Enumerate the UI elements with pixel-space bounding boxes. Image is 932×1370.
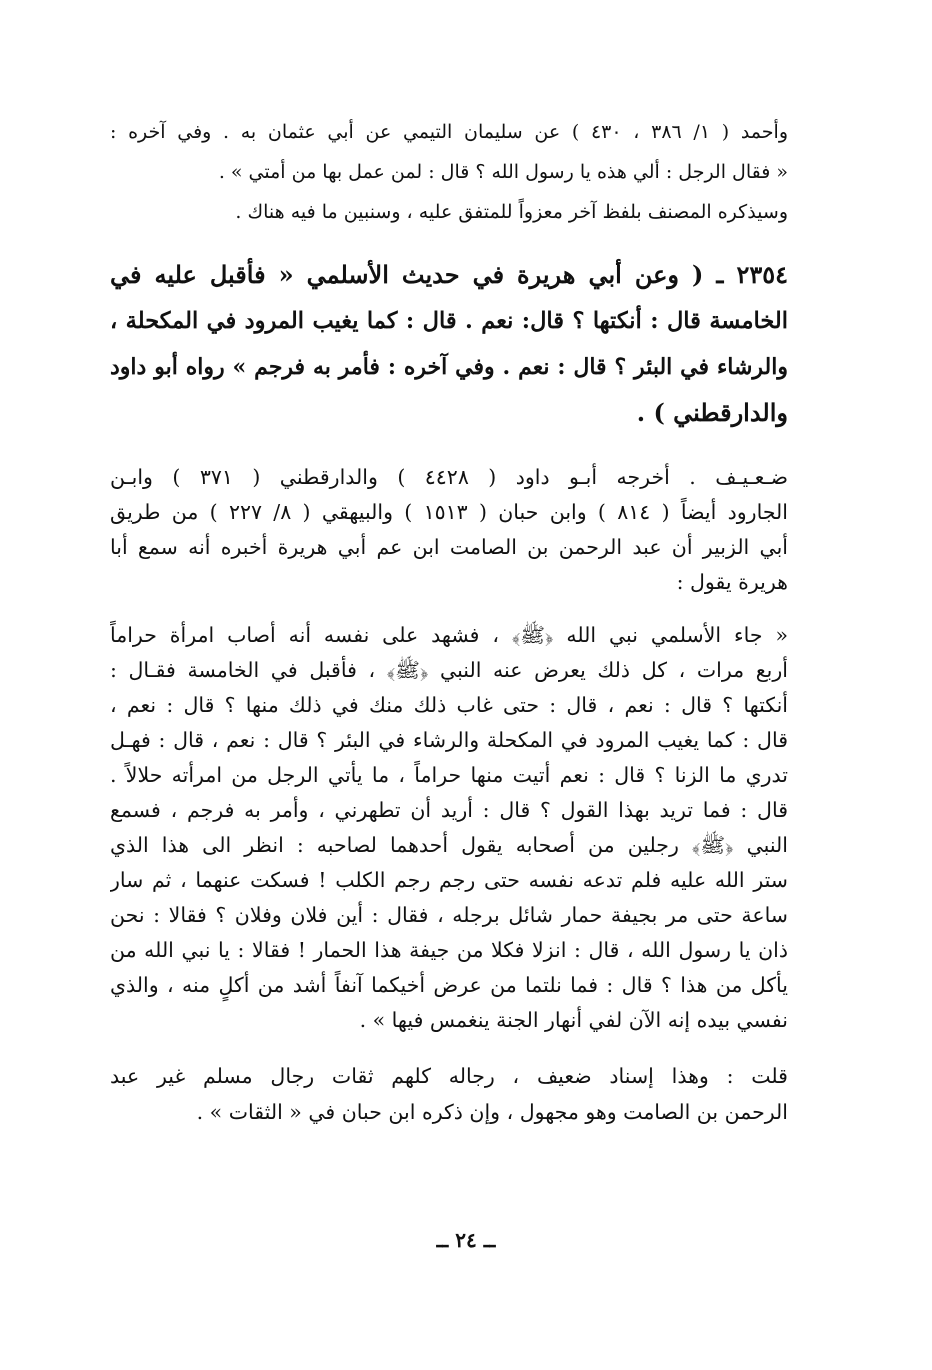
conclusion-line: قلت : وهذا إسناد ضعيف ، رجاله كلهم ثقات رجال مسلم غير عبد xyxy=(110,1064,788,1088)
conclusion-line: الرحمن بن الصامت وهو مجهول ، وإن ذكره ابن حبان في « الثقات » . xyxy=(196,1100,788,1124)
intro-line: « فقال الرجل : ألي هذه يا رسول الله ؟ قال : لمن عمل بها من أمتي » . xyxy=(218,161,788,183)
quote-line: « جاء الأسلمي نبي الله ﴿ﷺ﴾ ، فشهد على نفسه أنه أصاب امرأة حراماً xyxy=(110,623,788,647)
quote-line: ستر الله عليه فلم تدعه نفسه حتى رجم رجم الكلب ! فسكت عنهما ، ثم سار xyxy=(110,868,788,892)
intro-line: وأحمد ( ١/ ٣٨٦ ، ٤٣٠ ) عن سليمان التيمي عن أبي عثمان به . وفي آخره : xyxy=(110,121,788,143)
quote-line: يأكل من هذا ؟ قال : فما نلتما من عرض أخيكما آنفاً أشد من أكلٍ منه ، والذي xyxy=(110,973,788,997)
quote-line: نفسي بيده إنه الآن لفي أنهار الجنة ينغمس فيها » . xyxy=(359,1008,788,1032)
quote-line: ساعة حتى مر بجيفة حمار شائل برجله ، فقال : أين فلان وفلان ؟ فقالا : نحن xyxy=(110,903,788,927)
takhrij-line: ضـعـيـف . أخرجه أبـو داود ( ٤٤٢٨ ) والدارقطني ( ٣٧١ ) وابـن xyxy=(110,465,788,489)
page-number: ــ ٢٤ ــ xyxy=(436,1228,496,1252)
narration-quote xyxy=(110,618,788,1038)
quote-line: ذان يا رسول الله ، قال : انزلا فكلا من جيفة هذا الحمار ! فقالا : يا نبي الله من xyxy=(110,938,788,962)
hadith-line: والرشاء في البئر ؟ قال : نعم . وفي آخره : فأمر به فرجم » رواه أبو داود xyxy=(110,354,788,380)
takhrij-line: الجارود أيضاً ( ٨١٤ ) وابن حبان ( ١٥١٣ ) والبيهقي ( ٨/ ٢٢٧ ) من طريق xyxy=(110,500,788,524)
hadith-line: والدارقطني ) . xyxy=(636,398,788,427)
quote-line: أربع مرات ، كل ذلك يعرض عنه النبي ﴿ﷺ﴾ ، فأقبل في الخامسة فقـال : xyxy=(110,658,788,682)
takhrij-line: هريرة يقول : xyxy=(676,570,788,594)
quote-line: قال : كما يغيب المرود في المكحلة والرشاء في البئر ؟ قال : نعم ، قال : فهـل xyxy=(110,728,788,752)
hadith-line: الخامسة قال : أنكتها ؟ قال: نعم . قال : كما يغيب المرود في المكحلة ، xyxy=(110,308,788,334)
takhrij-paragraph xyxy=(110,460,788,600)
hadith-text xyxy=(110,252,788,436)
quote-line: تدري ما الزنا ؟ قال : نعم أتيت منها حراماً ، ما يأتي الرجل من امرأته حلالاً . xyxy=(110,763,788,787)
page-body xyxy=(110,112,788,1130)
intro-paragraph xyxy=(110,112,788,232)
quote-line: قال : فما تريد بهذا القول ؟ قال : أريد أن تطهرني ، وأمر به فرجم ، فسمع xyxy=(110,798,788,822)
takhrij-line: أبي الزبير أن عبد الرحمن بن الصامت ابن عم أبي هريرة أخبره أنه سمع أبا xyxy=(110,535,788,559)
quote-line: أنكتها ؟ قال : نعم ، قال : حتى غاب ذلك منك في ذلك منها ؟ قال : نعم ، xyxy=(110,693,788,717)
quote-line: النبي ﴿ﷺ﴾ رجلين من أصحابه يقول أحدهما لصاحبه : انظر الى هذا الذي xyxy=(110,833,788,857)
hadith-line: ٢٣٥٤ ـ ( وعن أبي هريرة في حديث الأسلمي « فأقبل عليه في xyxy=(110,260,788,289)
intro-line: وسيذكره المصنف بلفظ آخر معزواً للمتفق عليه ، وسنبين ما فيه هناك . xyxy=(235,201,788,223)
conclusion-paragraph xyxy=(110,1058,788,1130)
